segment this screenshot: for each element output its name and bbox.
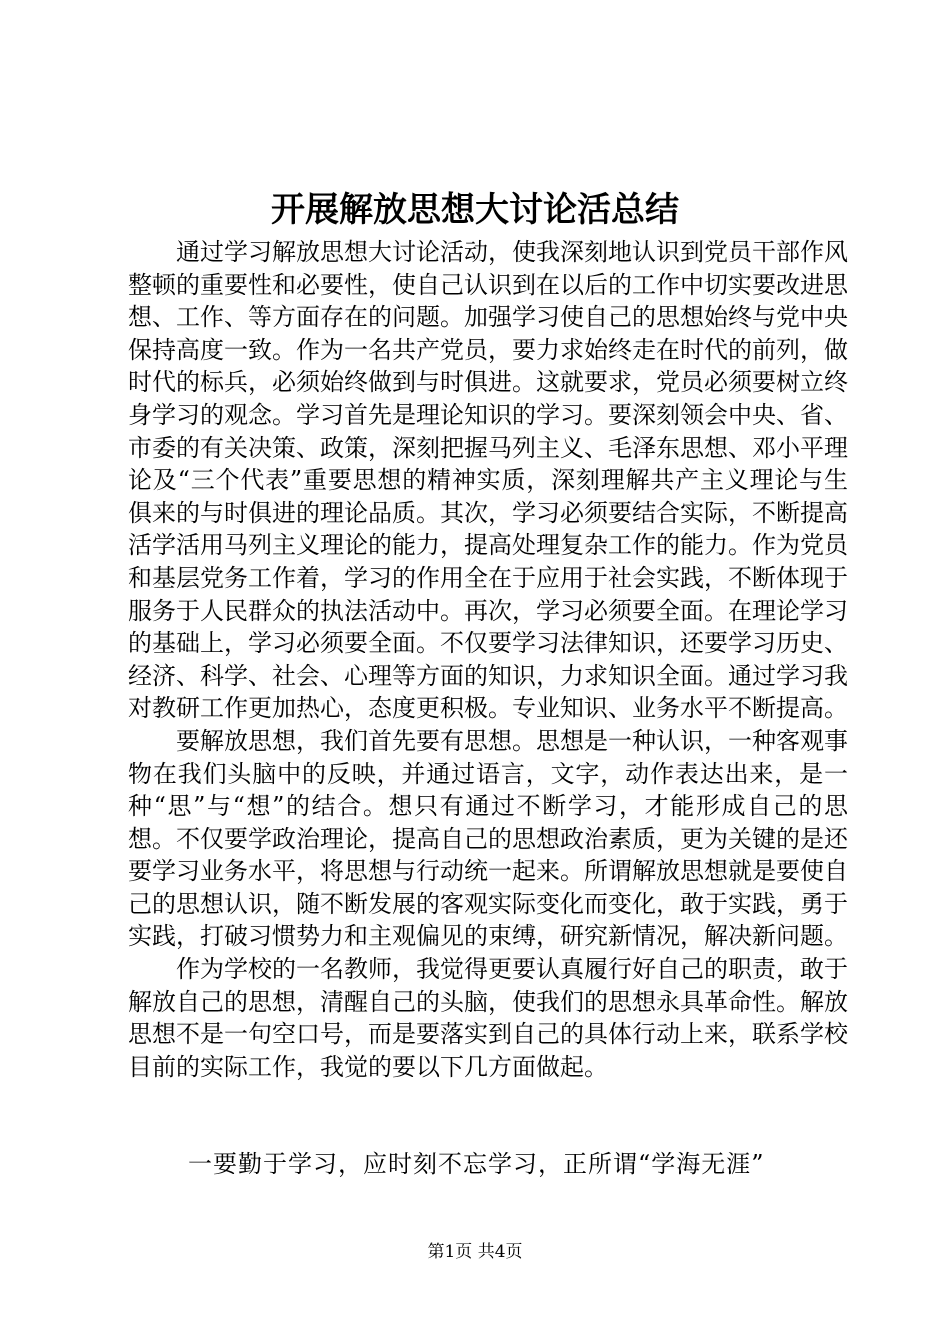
- page-indicator: 第1页 共4页: [427, 1242, 523, 1262]
- document-title: 开展解放思想大讨论活总结: [271, 190, 679, 230]
- trailing-line: 一要勤于学习，应时刻不忘学习，正所谓“学海无涯”: [188, 1150, 765, 1178]
- paragraph-1: 通过学习解放思想大讨论活动，使我深刻地认识到党员干部作风整顿的重要性和必要性，使自己认识到在以后的工作中切实要改进思想、工作、等方面存在的问题。加强学习使自己的思想始终与党中央保持高度一致。作为一名共产党员，要力求始终走在时代的前列，做时代的标兵，必须始终做到与时俱进。这就要求，党员必须要树立终身学习的观念。学习首先是理论知识的学习。要深刻领会中央、省、市委的有关决策、政策，深刻把握马列主义、毛泽东思想、邓小平理论及“三个代表”重要思想的精神实质，深刻理解共产主义理论与生俱来的与时俱进的理论品质。其次，学习必须要结合实际，不断提高活学活用马列主义理论的能力，提高处理复杂工作的能力。作为党员和基层党务工作着，学习的作用全在于应用于社会实践，不断体现于服务于人民群众的执法活动中。再次，学习必须要全面。在理论学习的基础上，学习必须要全面。不仅要学习法律知识，还要学习历史、经济、科学、社会、心理等方面的知识，力求知识全面。通过学习我对教研工作更加热心，态度更积极。专业知识、业务水平不断提高。: [128, 238, 848, 723]
- paragraph-2: 要解放思想，我们首先要有思想。思想是一种认识，一种客观事物在我们头脑中的反映，并通过语言，文字，动作表达出来，是一种“思”与“想”的结合。想只有通过不断学习，才能形成自己的思想。不仅要学政治理论，提高自己的思想政治素质，更为关键的是还要学习业务水平，将思想与行动统一起来。所谓解放思想就是要使自己的思想认识，随不断发展的客观实际变化而变化，敢于实践，勇于实践，打破习惯势力和主观偏见的束缚，研究新情况，解决新问题。: [128, 726, 848, 951]
- paragraph-3: 作为学校的一名教师，我觉得更要认真履行好自己的职责，敢于解放自己的思想，清醒自己的头脑，使我们的思想永具革命性。解放思想不是一句空口号，而是要落实到自己的具体行动上来，联系学校目前的实际工作，我觉的要以下几方面做起。: [128, 955, 848, 1081]
- page-footer: [0, 1240, 950, 1264]
- document-body: [128, 236, 848, 1083]
